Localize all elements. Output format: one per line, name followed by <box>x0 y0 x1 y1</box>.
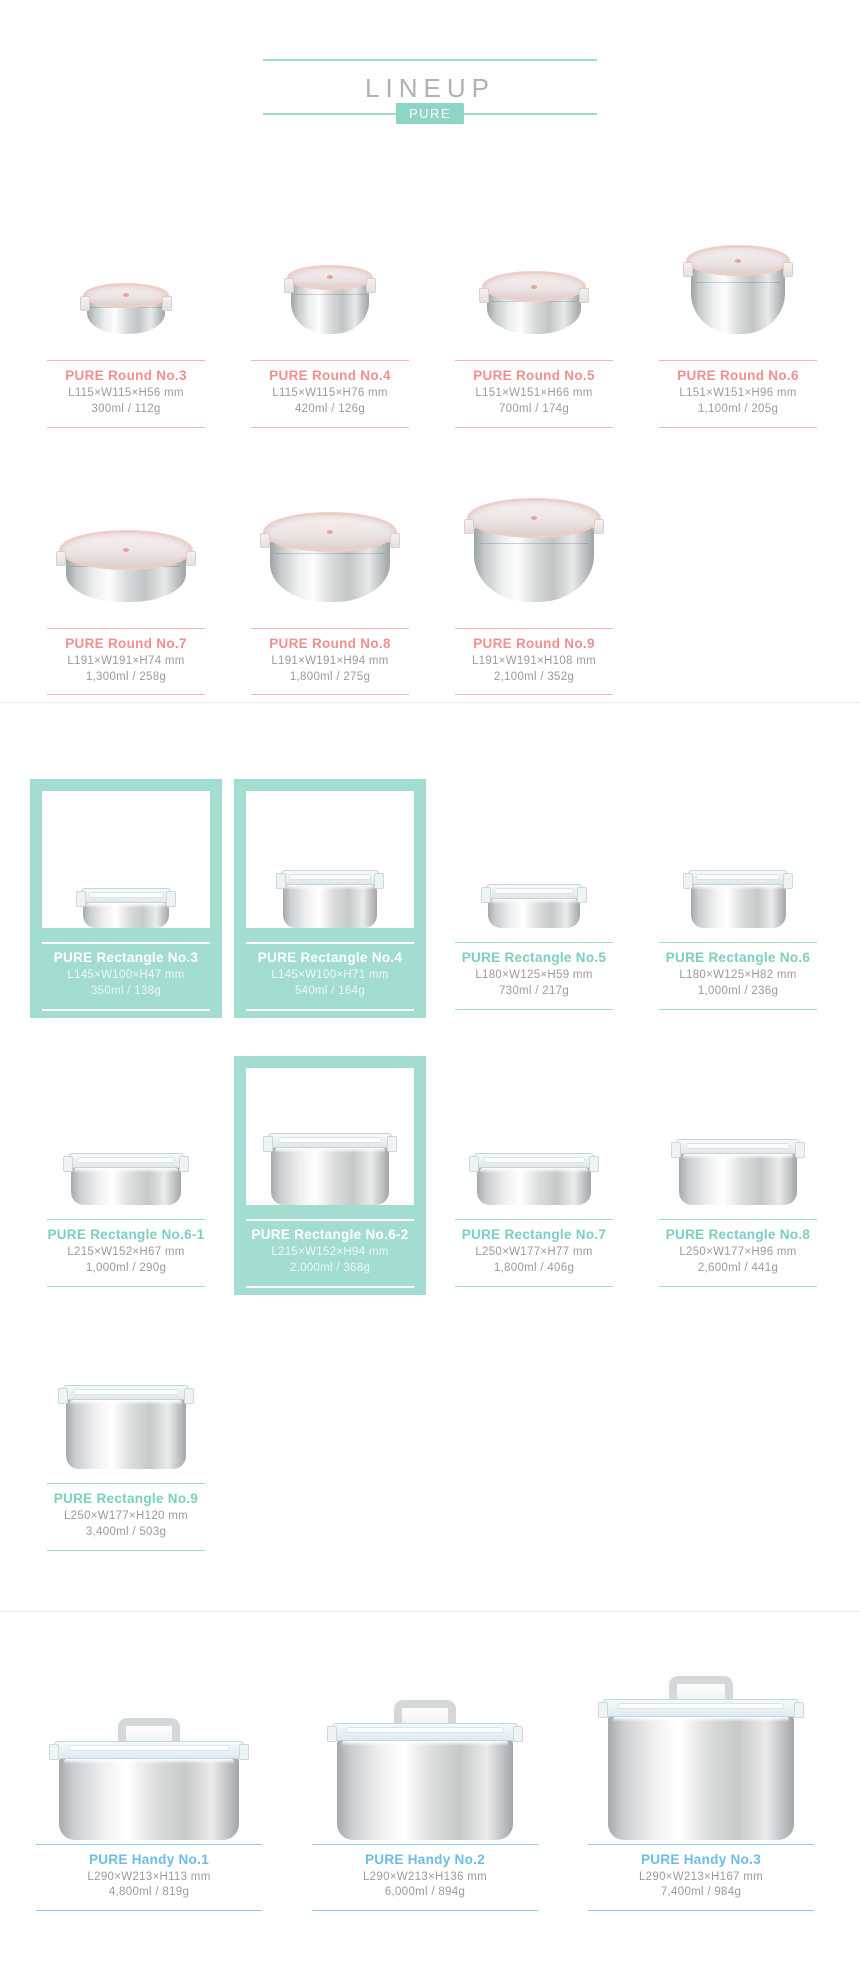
container-lid-icon <box>54 1741 244 1759</box>
product-image <box>686 245 790 334</box>
product-name: PURE Rectangle No.8 <box>665 1227 811 1243</box>
product-image <box>688 870 788 928</box>
lid-latch-right-icon <box>166 891 176 907</box>
product-image-area <box>432 791 636 928</box>
section-pure-rectangle <box>0 779 860 1550</box>
product-image-area <box>228 234 432 334</box>
container-lid-icon <box>268 1133 392 1148</box>
product-image-area <box>287 1660 563 1840</box>
container-lid-icon <box>63 1385 189 1400</box>
product-card <box>228 234 432 428</box>
product-capacity-weight: 3,400ml / 503g <box>85 1525 167 1538</box>
rectangle-row-1 <box>0 779 860 1018</box>
product-name: PURE Round No.5 <box>473 368 595 383</box>
product-name: PURE Handy No.3 <box>640 1851 762 1867</box>
product-label <box>47 628 205 696</box>
container-lid-icon <box>332 1723 518 1741</box>
lid-latch-right-icon <box>239 1744 249 1760</box>
product-image-area <box>246 1068 414 1205</box>
lid-latch-left-icon <box>598 1702 608 1718</box>
lid-latch-left-icon <box>327 1726 337 1742</box>
product-image-area <box>432 487 636 602</box>
product-dimensions: L180×W125×H59 mm <box>475 969 593 982</box>
section-pure-round <box>0 234 860 695</box>
product-label <box>659 1219 817 1287</box>
product-image <box>63 1385 189 1469</box>
header-bottom-rule <box>263 106 597 121</box>
product-image <box>263 512 397 602</box>
product-name: PURE Rectangle No.3 <box>53 950 199 966</box>
product-card <box>228 487 432 696</box>
container-body-icon <box>283 882 376 928</box>
container-body-icon <box>271 1145 389 1205</box>
product-dimensions: L290×W213×H113 mm <box>87 1870 211 1883</box>
product-name: PURE Round No.9 <box>473 635 595 651</box>
product-capacity-weight: 1,000ml / 290g <box>85 1262 167 1275</box>
lid-latch-left-icon <box>683 873 693 889</box>
lid-latch-left-icon <box>49 1744 59 1760</box>
product-image-area <box>228 487 432 602</box>
product-image-area <box>246 791 414 928</box>
lid-latch-right-icon <box>186 551 196 566</box>
product-label <box>251 628 409 696</box>
product-name: PURE Round No.4 <box>269 368 391 383</box>
product-dimensions: L180×W125×H82 mm <box>679 969 797 982</box>
product-capacity-weight: 1,300ml / 258g <box>85 670 167 683</box>
product-dimensions: L250×W177×H96 mm <box>679 1246 797 1259</box>
product-label <box>312 1844 538 1912</box>
product-image <box>54 1718 244 1840</box>
product-card <box>636 779 840 1018</box>
product-card <box>228 779 432 1018</box>
product-label <box>251 360 409 428</box>
rectangle-row-3 <box>0 1320 860 1551</box>
product-name: PURE Handy No.2 <box>364 1851 486 1867</box>
product-dimensions: L215×W152×H67 mm <box>67 1246 185 1259</box>
product-capacity-weight: 420ml / 126g <box>294 402 366 415</box>
product-capacity-weight: 1,800ml / 275g <box>289 670 371 683</box>
product-capacity-weight: 1,100ml / 205g <box>697 402 779 415</box>
lid-latch-left-icon <box>276 873 286 889</box>
product-card <box>24 234 228 428</box>
product-capacity-weight: 540ml / 164g <box>294 985 366 998</box>
product-image <box>287 265 373 334</box>
product-name: PURE Rectangle No.6-1 <box>47 1227 205 1243</box>
lid-latch-left-icon <box>464 519 474 534</box>
product-label <box>588 1844 814 1912</box>
product-name: PURE Rectangle No.6-2 <box>251 1227 409 1243</box>
product-label <box>455 628 613 696</box>
product-capacity-weight: 730ml / 217g <box>498 985 570 998</box>
product-dimensions: L215×W152×H94 mm <box>271 1246 389 1259</box>
container-lid-icon <box>83 283 169 309</box>
product-name: PURE Round No.8 <box>269 635 391 651</box>
product-capacity-weight: 350ml / 138g <box>90 985 162 998</box>
lid-latch-left-icon <box>263 1136 273 1152</box>
product-image-area <box>563 1660 839 1840</box>
product-image <box>603 1676 799 1840</box>
product-label <box>246 942 414 1011</box>
header <box>263 0 597 121</box>
lid-latch-right-icon <box>794 1702 804 1718</box>
product-name: PURE Rectangle No.4 <box>257 950 403 966</box>
container-lid-icon <box>486 884 582 899</box>
product-name: PURE Round No.6 <box>677 368 799 383</box>
product-dimensions: L250×W177×H77 mm <box>475 1246 593 1259</box>
product-image <box>474 1153 594 1205</box>
product-dimensions: L145×W100×H47 mm <box>67 969 185 982</box>
product-card <box>636 1056 840 1295</box>
product-name: PURE Handy No.1 <box>88 1851 210 1867</box>
product-image <box>268 1133 392 1205</box>
product-image-area <box>636 1068 840 1205</box>
lid-latch-right-icon <box>783 873 793 889</box>
container-body-icon <box>679 1151 797 1205</box>
product-image-area <box>432 234 636 334</box>
container-lid-icon <box>281 870 379 885</box>
lid-latch-right-icon <box>374 873 384 889</box>
product-capacity-weight: 1,000ml / 236g <box>697 985 779 998</box>
container-lid-icon <box>81 888 171 903</box>
product-name: PURE Round No.3 <box>65 368 187 383</box>
product-image <box>332 1700 518 1840</box>
product-label <box>659 942 817 1010</box>
lid-latch-right-icon <box>184 1388 194 1404</box>
rectangle-row-2 <box>0 1056 860 1295</box>
product-label <box>455 1219 613 1287</box>
container-body-icon <box>337 1738 514 1840</box>
handy-row-1 <box>0 1660 860 1912</box>
product-image-area <box>24 1068 228 1205</box>
section-pure-handy <box>0 1660 860 1912</box>
product-image-area <box>24 234 228 334</box>
product-image-area <box>24 487 228 602</box>
container-lid-icon <box>474 1153 594 1168</box>
product-dimensions: L115×W115×H76 mm <box>272 387 388 399</box>
page-title: LINEUP <box>365 73 495 103</box>
lid-latch-right-icon <box>579 288 589 303</box>
product-image <box>482 271 586 334</box>
product-label <box>42 942 210 1011</box>
product-card <box>636 234 840 428</box>
product-capacity-weight: 6,000ml / 894g <box>384 1886 466 1899</box>
lid-latch-right-icon <box>162 296 172 311</box>
lid-latch-right-icon <box>179 1156 189 1172</box>
product-card <box>432 487 636 696</box>
container-lid-icon <box>688 870 788 885</box>
product-capacity-weight: 2,100ml / 352g <box>493 670 575 683</box>
container-lid-icon <box>467 498 601 538</box>
product-image-area <box>42 791 210 928</box>
lid-latch-left-icon <box>76 891 86 907</box>
container-body-icon <box>488 896 579 928</box>
product-capacity-weight: 4,800ml / 819g <box>108 1886 190 1899</box>
product-dimensions: L250×W177×H120 mm <box>63 1509 188 1522</box>
product-image <box>81 888 171 928</box>
container-body-icon <box>71 1165 181 1205</box>
lid-latch-left-icon <box>481 887 491 903</box>
container-body-icon <box>66 1397 186 1469</box>
product-card <box>432 1056 636 1295</box>
lid-latch-right-icon <box>366 278 376 293</box>
product-image-area <box>11 1660 287 1840</box>
product-name: PURE Rectangle No.7 <box>461 1227 607 1243</box>
product-card <box>24 1320 228 1551</box>
product-dimensions: L151×W151×H96 mm <box>679 387 797 399</box>
product-capacity-weight: 1,800ml / 406g <box>493 1262 575 1275</box>
product-card <box>11 1660 287 1912</box>
round-row-1 <box>0 234 860 428</box>
product-label <box>36 1844 262 1912</box>
lid-latch-left-icon <box>284 278 294 293</box>
lid-latch-left-icon <box>469 1156 479 1172</box>
product-image <box>486 884 582 928</box>
product-dimensions: L191×W191×H74 mm <box>67 654 185 667</box>
product-name: PURE Round No.7 <box>65 635 187 651</box>
lid-latch-left-icon <box>671 1142 681 1158</box>
product-label <box>246 1219 414 1288</box>
product-image <box>676 1139 800 1205</box>
round-row-2 <box>0 487 860 696</box>
lid-latch-left-icon <box>58 1388 68 1404</box>
lid-latch-right-icon <box>577 887 587 903</box>
product-dimensions: L115×W115×H56 mm <box>68 387 184 399</box>
product-label <box>455 942 613 1010</box>
product-image <box>467 498 601 602</box>
product-capacity-weight: 2,000ml / 368g <box>289 1262 371 1275</box>
container-lid-icon <box>68 1153 184 1168</box>
product-capacity-weight: 7,400ml / 984g <box>660 1886 742 1899</box>
product-card <box>432 234 636 428</box>
product-image-area <box>24 1332 228 1469</box>
container-lid-icon <box>287 265 373 291</box>
lid-latch-right-icon <box>390 533 400 548</box>
product-dimensions: L151×W151×H66 mm <box>475 387 593 399</box>
product-card <box>432 779 636 1018</box>
product-image <box>281 870 379 928</box>
product-card <box>24 487 228 696</box>
lid-latch-left-icon <box>260 533 270 548</box>
lid-latch-right-icon <box>387 1136 397 1152</box>
product-capacity-weight: 700ml / 174g <box>498 402 570 415</box>
product-name: PURE Rectangle No.9 <box>53 1490 199 1506</box>
product-image <box>68 1153 184 1205</box>
container-body-icon <box>83 900 169 928</box>
lid-latch-left-icon <box>80 296 90 311</box>
lid-latch-right-icon <box>594 519 604 534</box>
product-card <box>287 1660 563 1912</box>
lid-latch-right-icon <box>795 1142 805 1158</box>
product-dimensions: L145×W100×H71 mm <box>271 969 389 982</box>
product-dimensions: L290×W213×H167 mm <box>638 1870 763 1883</box>
product-dimensions: L191×W191×H94 mm <box>271 654 389 667</box>
product-image-area <box>636 234 840 334</box>
product-capacity-weight: 2,600ml / 441g <box>697 1262 779 1275</box>
pure-badge: PURE <box>396 103 464 124</box>
container-lid-icon <box>603 1699 799 1717</box>
lid-latch-left-icon <box>56 551 66 566</box>
container-lid-icon <box>676 1139 800 1154</box>
product-label <box>47 360 205 428</box>
lid-latch-right-icon <box>783 262 793 277</box>
container-lid-icon <box>263 512 397 552</box>
container-body-icon <box>691 882 786 928</box>
product-card <box>563 1660 839 1912</box>
product-card <box>24 1056 228 1295</box>
lid-latch-left-icon <box>479 288 489 303</box>
product-label <box>47 1219 205 1287</box>
product-capacity-weight: 300ml / 112g <box>91 402 161 415</box>
product-name: PURE Rectangle No.5 <box>461 950 607 966</box>
section-divider <box>0 1611 860 1612</box>
product-label <box>455 360 613 428</box>
container-body-icon <box>608 1714 794 1840</box>
lid-latch-left-icon <box>63 1156 73 1172</box>
container-lid-icon <box>59 530 193 570</box>
product-label <box>659 360 817 428</box>
section-divider <box>0 702 860 703</box>
product-card <box>24 779 228 1018</box>
lid-latch-right-icon <box>513 1726 523 1742</box>
lid-latch-left-icon <box>683 262 693 277</box>
product-image <box>59 530 193 602</box>
product-dimensions: L191×W191×H108 mm <box>471 654 596 667</box>
container-body-icon <box>477 1165 591 1205</box>
product-image <box>83 283 169 334</box>
product-card <box>228 1056 432 1295</box>
lid-latch-right-icon <box>589 1156 599 1172</box>
product-name: PURE Rectangle No.6 <box>665 950 811 966</box>
product-label <box>47 1483 205 1551</box>
container-body-icon <box>59 1756 240 1840</box>
product-image-area <box>636 791 840 928</box>
product-image-area <box>432 1068 636 1205</box>
product-dimensions: L290×W213×H136 mm <box>362 1870 487 1883</box>
